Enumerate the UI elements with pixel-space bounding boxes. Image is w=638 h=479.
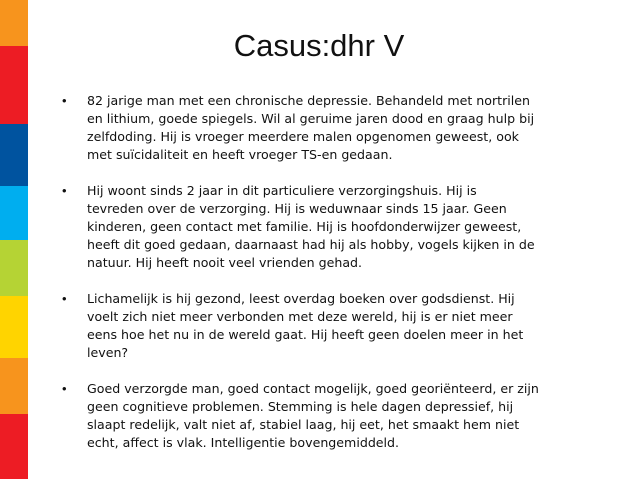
bullet-list [62,92,610,470]
bullet-marker: • [62,381,67,396]
bullet-marker: • [62,291,67,306]
bullet-text: Goed verzorgde man, goed contact mogelijk, goed georiënteerd, er zijn geen cognitieve problemen. Stemming is hele dagen depressief, hij slaapt redelijk, valt niet af, stabiel laag, hij eet, het smaakt hem niet echt, affect is vlak. Intelligentie bovengemiddeld. [87,381,539,450]
stripe-yellow [0,296,28,358]
stripe-dark-blue [0,124,28,186]
bullet-item-2 [62,182,610,272]
stripe-red-3 [0,414,28,448]
stripe-orange [0,358,28,414]
bullet-text: 82 jarige man met een chronische depressie. Behandeld met nortrilen en lithium, goede spiegels. Wil al geruime jaren dood en graag hulp bij zelfdoding. Hij is vroeger meerdere malen opgenomen geweest, ook met suïcidaliteit en heeft vroeger TS-en gedaan. [87,93,535,162]
bullet-item-4 [62,380,610,452]
bullet-item-3 [62,290,610,362]
bullet-text: Lichamelijk is hij gezond, leest overdag boeken over godsdienst. Hij voelt zich niet meer verbonden met deze wereld, hij is er niet meer eens hoe het nu in de wereld gaat. Hij heeft geen doelen meer in het leven? [87,291,524,360]
stripe-green [0,240,28,296]
bullet-text: Hij woont sinds 2 jaar in dit particuliere verzorgingshuis. Hij is tevreden over de verzorging. Hij is weduwnaar sinds 15 jaar. Geen kinderen, geen contact met familie. Hij is hoofdonderwijzer geweest, heeft dit goed gedaan, daarnaast had hij als hobby, vogels kijken in de natuur. Hij heeft nooit veel vrienden gehad. [87,183,535,270]
stripe-light-blue [0,186,28,240]
slide-title: Casus:dhr V [233,28,405,63]
bullet-marker: • [62,183,67,198]
decorative-color-stripes [0,0,28,479]
stripe-red-2 [0,86,28,124]
bullet-item-1 [62,92,610,164]
stripe-red-4 [0,448,28,479]
bullet-marker: • [62,93,67,108]
